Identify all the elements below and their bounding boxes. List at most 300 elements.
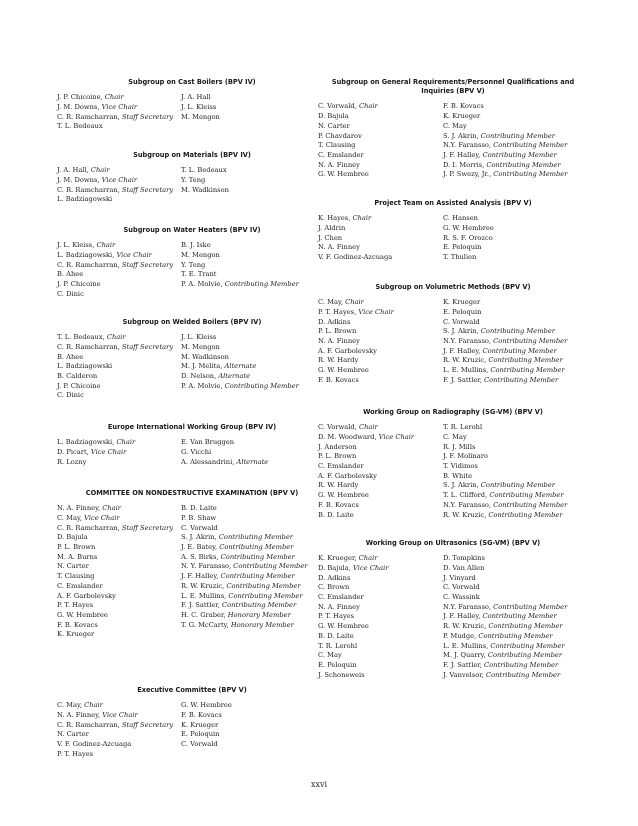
member-entry (443, 501, 588, 511)
member-entry (181, 621, 327, 631)
member-name: J. P. Chicoine (57, 280, 101, 289)
member-entry (443, 102, 588, 112)
member-name: G. W. Hembree (318, 491, 369, 500)
member-list (57, 93, 327, 132)
member-name: N. Y. Faransso, (181, 562, 234, 571)
member-entry (57, 372, 181, 382)
member-entry (181, 572, 327, 582)
member-entry (57, 592, 181, 602)
member-entry (443, 472, 588, 482)
member-role: Contributing Member (220, 572, 295, 581)
member-name: N.Y. Faransso, (443, 337, 494, 346)
member-entry (318, 632, 443, 642)
member-entry (181, 343, 327, 353)
member-name: T. L. Bedeaux, (57, 333, 107, 342)
member-name: J. L. Kleiss (181, 102, 217, 111)
member-name: C. R. Ramcharran, (57, 342, 122, 351)
member-name: A. F. Garbolevsky (318, 471, 377, 480)
member-entry (57, 251, 181, 261)
member-name: L. Badziagowski, (57, 250, 117, 259)
member-name: J. M. Downs, (57, 175, 102, 184)
member-entry (57, 166, 181, 176)
member-name: J. F. Halley, (443, 150, 483, 159)
member-entry (57, 343, 181, 353)
section-title: Subgroup on Welded Boilers (BPV IV) (122, 318, 262, 326)
member-name: P. T. Hayes, (318, 307, 359, 316)
member-entry (443, 347, 588, 357)
member-name: J. Anderson (318, 442, 357, 451)
member-name: K. Hayes, (318, 214, 353, 223)
member-entry (318, 214, 443, 224)
member-name: G. W. Hembree (181, 701, 232, 710)
member-role: Chair (96, 241, 116, 250)
member-entry (57, 514, 181, 524)
member-name: J. Schoneweis (318, 670, 365, 679)
member-entry (318, 141, 443, 151)
member-name: B. Calderon (57, 372, 98, 381)
member-name: C. Vorwald (181, 740, 218, 749)
member-entry (181, 176, 327, 186)
member-entry (443, 612, 588, 622)
member-name: F. B. Kovacs (443, 102, 484, 111)
member-entry (443, 253, 588, 263)
member-entry (181, 504, 327, 514)
member-name: R. W. Hardy (318, 481, 359, 490)
member-role: Alternate (236, 457, 269, 466)
member-name: A. F. Garbolevsky (57, 591, 116, 600)
member-name: E. Peloquin (181, 730, 220, 739)
member-name: J. M. Downs, (57, 102, 102, 111)
member-name: T. Clausing (318, 141, 356, 150)
member-list (57, 241, 327, 299)
member-entry (318, 651, 443, 661)
member-entry (318, 612, 443, 622)
member-name: P. T. Hayes (57, 601, 94, 610)
member-name: F. B. Kovacs (57, 620, 98, 629)
member-entry (57, 186, 181, 196)
member-entry (443, 234, 588, 244)
member-entry (181, 382, 327, 392)
member-name: T. L. Bedeaux (57, 122, 103, 131)
member-entry (318, 337, 443, 347)
member-role: Contributing Member (484, 660, 559, 669)
member-role: Contributing Member (482, 346, 557, 355)
member-name: H. C. Graber, (181, 610, 228, 619)
member-entry (181, 458, 327, 468)
member-entry (318, 443, 443, 453)
member-entry (318, 554, 443, 564)
member-role: Chair (352, 214, 372, 223)
member-role: Honorary Member (227, 610, 291, 619)
member-role: Contributing Member (226, 581, 301, 590)
member-entry (443, 661, 588, 671)
member-entry (443, 583, 588, 593)
member-name: E. Peloquin (443, 243, 482, 252)
member-entry (443, 632, 588, 642)
member-entry (318, 356, 443, 366)
member-entry (318, 501, 443, 511)
committee-section (57, 151, 327, 205)
member-role: Chair (84, 701, 103, 710)
member-name: F. J. Sattler, (181, 601, 223, 610)
member-name: C. Vorwald (443, 317, 480, 326)
member-name: N.Y. Faransso, (443, 602, 494, 611)
member-name: C. Hansen (443, 214, 478, 223)
member-name: L. E. Mullins, (181, 591, 229, 600)
committee-section (318, 408, 588, 520)
member-entry (181, 290, 327, 300)
member-entry (318, 170, 443, 180)
member-entry (318, 452, 443, 462)
member-entry (181, 740, 327, 750)
member-entry (443, 423, 588, 433)
member-entry (181, 721, 327, 731)
member-role: Chair (116, 438, 136, 447)
member-name: S. J. Akrin, (443, 327, 481, 336)
member-entry (57, 382, 181, 392)
member-name: C. R. Ramcharran, (57, 112, 122, 121)
member-list (318, 102, 588, 180)
member-entry (318, 511, 443, 521)
member-role: Contributing Member (493, 141, 568, 150)
member-entry (181, 186, 327, 196)
member-role: Staff Secretary (121, 112, 174, 121)
member-entry (443, 298, 588, 308)
member-name: D. Bajula, (318, 563, 354, 572)
member-name: B. White (443, 471, 473, 480)
member-name: J. E. Batey, (181, 543, 220, 552)
member-name: V. F. Godinez-Azcuaga (318, 253, 393, 262)
member-entry (57, 280, 181, 290)
member-name: C. Dinic (57, 391, 84, 400)
member-entry (57, 562, 181, 572)
member-name: L. Badziagowski (57, 195, 113, 204)
member-name: P. B. Shaw (181, 513, 217, 522)
member-name: J. L. Kleiss, (57, 241, 97, 250)
member-entry (318, 376, 443, 386)
member-role: Chair (358, 554, 378, 563)
member-list (318, 298, 588, 385)
member-entry (318, 472, 443, 482)
member-name: K. Krueger, (318, 554, 359, 563)
member-entry (57, 290, 181, 300)
member-list (57, 504, 327, 640)
member-entry (318, 298, 443, 308)
member-name: B. D. Laite (318, 510, 354, 519)
member-name: L. E. Mullins, (443, 641, 491, 650)
member-entry (57, 176, 181, 186)
member-name: C. Emslander (318, 593, 364, 602)
member-entry (443, 327, 588, 337)
member-name: J. Chen (318, 233, 343, 242)
member-entry (57, 93, 181, 103)
member-entry (443, 671, 588, 681)
member-name: J. P. Swezy, Jr., (443, 170, 494, 179)
member-entry (57, 195, 181, 205)
member-entry (318, 583, 443, 593)
member-entry (181, 750, 327, 760)
member-name: T. L. Bedeaux (181, 166, 227, 175)
member-entry (57, 730, 181, 740)
member-role: Staff Secretary (121, 720, 174, 729)
member-entry (318, 224, 443, 234)
member-entry (57, 122, 181, 132)
member-entry (443, 622, 588, 632)
member-name: G. W. Hembree (318, 170, 369, 179)
member-role: Chair (102, 504, 121, 513)
member-entry (318, 122, 443, 132)
member-name: F. J. Sattler, (443, 375, 485, 384)
member-entry (443, 308, 588, 318)
member-entry (181, 372, 327, 382)
member-name: M. Mengon (181, 342, 220, 351)
member-role: Contributing Member (493, 337, 568, 346)
member-name: F. B. Kovacs (318, 500, 359, 509)
member-entry (57, 524, 181, 534)
member-entry (181, 391, 327, 401)
member-name: M. Mengon (181, 112, 220, 121)
member-role: Vice Chair (84, 513, 120, 522)
member-name: R. S. F. Orozco (443, 233, 493, 242)
member-entry (443, 243, 588, 253)
member-entry (57, 261, 181, 271)
section-title: Europe International Working Group (BPV IV) (107, 423, 277, 431)
member-entry (443, 366, 588, 376)
member-entry (443, 603, 588, 613)
member-role: Chair (345, 298, 364, 307)
member-name: D. Nelson, (181, 372, 219, 381)
member-role: Contributing Member (228, 591, 303, 600)
section-title: Subgroup on Materials (BPV IV) (133, 151, 251, 159)
member-entry (181, 533, 327, 543)
member-entry (181, 438, 327, 448)
member-entry (57, 504, 181, 514)
member-entry (443, 642, 588, 652)
member-name: P. Chavdarov (318, 131, 362, 140)
member-name: Y. Teng (181, 175, 206, 184)
member-name: G. W. Hembree (318, 622, 369, 631)
member-name: T. R. Lerohl (443, 423, 483, 432)
member-name: M. J. Quarry, (443, 651, 488, 660)
member-name: B. Ahee (57, 352, 84, 361)
member-name: B. D. Laite (181, 504, 217, 513)
member-entry (57, 582, 181, 592)
member-entry (181, 562, 327, 572)
member-name: J. Vanvelsor, (443, 670, 486, 679)
member-name: B. J. Iske (181, 241, 211, 250)
member-entry (181, 353, 327, 363)
member-name: L. Badziagowski, (57, 438, 117, 447)
member-entry (443, 481, 588, 491)
member-list (57, 333, 327, 401)
member-name: G. W. Hembree (57, 610, 108, 619)
member-name: C. Vorwald, (318, 102, 359, 111)
member-name: C. Emslander (57, 581, 103, 590)
member-entry (57, 572, 181, 582)
member-name: P. A. Molvie, (181, 280, 225, 289)
committee-section (318, 78, 588, 180)
member-role: Vice Chair (353, 563, 389, 572)
member-name: N. Carter (57, 562, 89, 571)
member-role: Vice Chair (101, 175, 138, 184)
member-name: N. Carter (57, 730, 89, 739)
member-name: P. T. Hayes (318, 612, 355, 621)
member-name: E. Van Bruggen (181, 438, 235, 447)
member-name: K. Krueger (443, 298, 481, 307)
member-entry (318, 161, 443, 171)
member-name: N. A. Finney, (57, 710, 103, 719)
member-name: D. I. Morris, (443, 160, 487, 169)
member-role: Vice Chair (116, 250, 152, 259)
member-role: Contributing Member (224, 381, 299, 390)
member-name: J. A. Hall, (57, 166, 91, 175)
member-entry (318, 234, 443, 244)
member-list (57, 166, 327, 205)
member-list (318, 423, 588, 520)
member-entry (181, 166, 327, 176)
member-role: Staff Secretary (121, 185, 174, 194)
member-name: L. Badziagowski (57, 362, 113, 371)
member-list (318, 554, 588, 680)
member-name: G. W. Hembree (318, 366, 369, 375)
member-name: J. F. Halley, (443, 612, 483, 621)
member-name: A. F. Garbolevsky (318, 346, 377, 355)
member-role: Chair (90, 166, 110, 175)
member-role: Contributing Member (480, 481, 555, 490)
member-entry (57, 391, 181, 401)
member-entry (443, 356, 588, 366)
member-name: J. A. Hall (181, 93, 211, 102)
member-name: J. L. Kleiss (181, 333, 217, 342)
member-entry (318, 603, 443, 613)
member-role: Contributing Member (487, 651, 563, 660)
member-entry (318, 366, 443, 376)
member-name: N. A. Finney (318, 337, 360, 346)
member-role: Staff Secretary (121, 260, 174, 269)
member-name: P. L. Brown (57, 543, 96, 552)
member-name: C. Vorwald, (318, 423, 359, 432)
member-entry (443, 151, 588, 161)
member-entry (443, 651, 588, 661)
page-number: xxvi (310, 780, 328, 789)
member-entry (57, 701, 181, 711)
member-entry (318, 347, 443, 357)
committee-section (57, 226, 327, 299)
member-entry (181, 514, 327, 524)
member-list (57, 438, 327, 467)
member-role: Contributing Member (493, 170, 568, 179)
member-entry (443, 593, 588, 603)
member-entry (57, 611, 181, 621)
member-entry (181, 261, 327, 271)
committee-section (57, 78, 327, 132)
section-title: Working Group on Ultrasonics (SG-VM) (BPV V) (365, 539, 541, 547)
member-role: Contributing Member (484, 375, 559, 384)
member-name: D. Bajula (57, 533, 88, 542)
member-entry (443, 337, 588, 347)
member-entry (318, 327, 443, 337)
member-role: Staff Secretary (121, 523, 174, 532)
member-entry (57, 270, 181, 280)
member-entry (181, 103, 327, 113)
member-role: Contributing Member (485, 670, 561, 679)
member-role: Contributing Member (488, 356, 563, 365)
member-list (318, 214, 588, 263)
member-entry (443, 462, 588, 472)
member-name: Y. Teng (181, 260, 206, 269)
member-name: D. Van Allen (443, 563, 485, 572)
member-role: Contributing Member (493, 602, 568, 611)
member-entry (181, 601, 327, 611)
member-role: Contributing Member (233, 562, 308, 571)
member-entry (318, 423, 443, 433)
member-entry (443, 443, 588, 453)
member-name: C. Dinic (57, 289, 84, 298)
member-role: Honorary Member (230, 620, 294, 629)
member-role: Contributing Member (480, 327, 555, 336)
member-role: Staff Secretary (121, 342, 174, 351)
member-name: P. T. Hayes (57, 749, 94, 758)
member-name: T. Thulien (443, 253, 477, 262)
member-name: C. May, (57, 513, 85, 522)
member-entry (57, 601, 181, 611)
member-role: Chair (104, 93, 124, 102)
member-name: T. Vidimos (443, 462, 478, 471)
member-entry (57, 353, 181, 363)
member-name: T. E. Trant (181, 270, 217, 279)
member-name: N. A. Finney (318, 602, 360, 611)
member-name: J. F. Molinaro (443, 452, 488, 461)
member-name: G. Vicchi (181, 447, 212, 456)
member-name: C. May (443, 432, 467, 441)
member-name: R. J. Mills (443, 442, 476, 451)
member-role: Contributing Member (224, 280, 299, 289)
member-role: Vice Chair (102, 710, 138, 719)
member-role: Vice Chair (358, 307, 394, 316)
section-title: COMMITTEE ON NONDESTRUCTIVE EXAMINATION (BPV V) (85, 489, 299, 497)
section-title: Executive Committee (BPV V) (137, 686, 247, 694)
member-entry (57, 740, 181, 750)
member-entry (181, 333, 327, 343)
member-name: R. W. Kruzic, (443, 510, 489, 519)
member-name: R. W. Kruzic, (443, 356, 489, 365)
member-name: K. Krueger (181, 720, 219, 729)
member-entry (318, 462, 443, 472)
member-name: C. R. Ramcharran, (57, 185, 122, 194)
committee-section (57, 686, 327, 759)
member-role: Contributing Member (482, 612, 557, 621)
member-entry (57, 711, 181, 721)
member-name: S. J. Akrin, (443, 131, 481, 140)
member-entry (57, 458, 181, 468)
member-name: S. J. Akrin, (181, 533, 219, 542)
member-entry (318, 112, 443, 122)
member-entry (181, 611, 327, 621)
member-name: C. Wassink (443, 593, 480, 602)
committee-section (318, 539, 588, 680)
member-entry (57, 448, 181, 458)
member-name: T. L. Clifford, (443, 491, 490, 500)
member-entry (443, 554, 588, 564)
member-name: J. P. Chicoine (57, 381, 101, 390)
member-name: K. Krueger (443, 112, 481, 121)
member-role: Vice Chair (378, 432, 415, 441)
member-name: D. Picart, (57, 447, 91, 456)
member-entry (318, 642, 443, 652)
member-role: Contributing Member (488, 622, 563, 631)
member-entry (57, 630, 181, 640)
member-entry (443, 318, 588, 328)
